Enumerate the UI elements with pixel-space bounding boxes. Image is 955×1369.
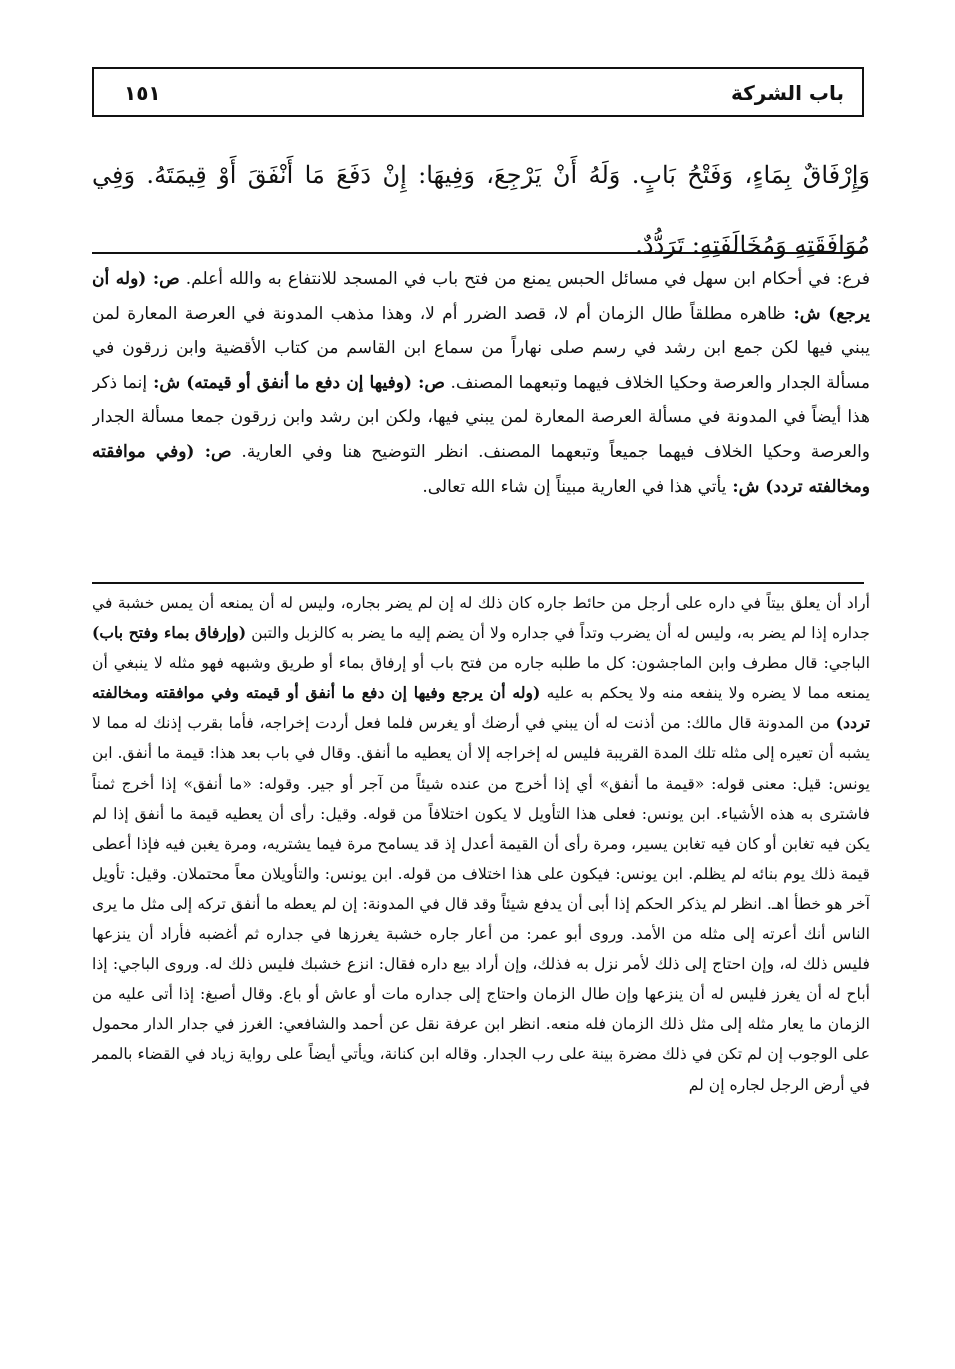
divider-line — [92, 582, 864, 584]
footnote-quote: (وإرفاق بماء وفتح باب) — [92, 623, 247, 643]
footnote-text: أراد أن يعلق بيتاً في داره على أرجل من حائط جاره كان ذلك له إن لم يضر بجاره، وليس له أن يمنعه أن يمس خشبة في جداره إذا لم يضر به، وليس له أن يضرب وتداً في جداره ولا أن يضم إليه ما يضر به كالزبل والتبن — [92, 594, 870, 643]
footnote-text: الباجي: قال مطرف وابن الماجشون: كل ما طلبه جاره من فتح باب أو إرفاق بماء أو طريق وشبهه فهو مثله لا ينبغي أن يمنعه مما لا يضره ولا ينفعه منه ولا يحكم به عليه — [92, 654, 870, 703]
divider-line — [92, 252, 864, 254]
main-text-paragraph: وَإِرْفَاقٌ بِمَاءٍ، وَفَتْحُ بَابٍ. وَلَهُ أَنْ يَرْجِعَ، وَفِيهَا: إِنْ دَفَعَ مَا أَنْفَقَ أَوْ قِيمَتَهُ. وَفِي مُوَافَقَتِهِ وَمُخَالَفَتِهِ: تَرَدُّدٌ. — [92, 161, 870, 259]
footnote-section — [92, 588, 870, 1328]
commentary-text: إنما ذكر هذا أيضاً في المدونة في مسألة العرصة المعارة لمن يبني فيها، ولكن ابن رشد وابن زرقون جمعا مسألة الجدار والعرصة وحكيا الخلاف فيهما جميعاً وتبعهما المصنف. انظر التوضيح هنا وفي العارية. — [92, 372, 870, 462]
page-number: ١٥١ — [124, 81, 161, 105]
running-header — [92, 67, 864, 117]
commentary-branch-note: فرع: في أحكام ابن سهل في مسائل الحبس يمنع من فتح باب في المسجد للانتفاع به والله أعلم. — [179, 269, 870, 289]
footnote-text: من المدونة قال مالك: من أذنت له أن يبني في أرضك أو يغرس فلما فعل أردت إخراجه، فأما بقرب إذنك له مما لا يشبه أن تعيره إلى مثله تلك المدة القريبة فليس له إخراجه إلا أن يعطيه ما أنفق. وقال في باب بعد هذا: قيمة ما أنفق. ابن يونس: قيل: معنى قوله: «قيمة ما أنفق» أي إذا أخرج من عنده شيئاً من آجر أو جير. وقوله: «ما أنفق» إذا أخرج ثمناً فاشترى به هذه الأشياء. ابن يونس: فعلى هذا التأويل لا يكون اختلافاً من قوله. وقيل: رأى أن يعطيه قيمة ما أنفق إذا لم يكن فيه تغابن أو كان فيه تغابن يسير، ومرة رأى أن القيمة أعدل إذ قد يسامح مرة فيما يشتريه، ومرة يغبن فيه فإذا أعطى قيمة ذلك يوم بنائه لم يظلم. ابن يونس: فيكون على هذا اختلاف من قوله. ابن يونس: والتأويلان معاً محتملان. وقيل: تأويل آخر هو خطأ اهـ. انظر لم يذكر الحكم إذا أبى أن يدفع شيئاً وقد قال في المدونة: إن لم يعطه ما أنفق تركه إلى مثل ما يرى الناس أنك أعرته إلى مثله من الأمد. وروى أبو عمر: من أعار جاره خشبة يغرزها في جداره ثم أغضبه فأراد أن ينزعها فليس ذلك له، وإن احتاج إلى ذلك لأمر نزل به فذلك، وإن أراد بيع داره فقال: انزع خشبك فليس ذلك له. وروى الباجي: إذا أباح له أن يغرز فليس له أن ينزعها وإن طال الزمان واحتاج إلى جداره مات أو عاش أو باع. وقال أصبغ: إذا أتى عليه من الزمان ما يعار مثله إلى مثل ذلك الزمان فله منعه. انظر ابن عرفة نقل عن أحمد والشافعي: الغرز في جدار الدار محمول على الوجوب إن لم تكن في ذلك مضرة بينة على رب الجدار. وقاله ابن كنانة، ويأتي أيضاً على رواية زياد في القضاء بالممر في أرض الرجل لجاره إن لم — [92, 714, 870, 1094]
footnote-quote: (وله أن يرجع وفيها إن دفع ما أنفق أو قيمته وفي موافقته ومخالفته تردد) — [92, 683, 870, 733]
commentary-section — [92, 262, 870, 578]
commentary-paragraph — [92, 262, 870, 504]
commentary-text: يأتي هذا في العارية مبيناً إن شاء الله تعالى. — [422, 476, 727, 497]
chapter-title: باب الشركة — [731, 81, 844, 105]
commentary-label: ص: (وله أن يرجع) ش: — [92, 269, 870, 324]
commentary-text: ظاهره مطلقاً طال الزمان أم لا، قصد الضرر أم لا، وهذا مذهب المدونة في العرصة المعارة لمن يبني فيها لكن جمع ابن رشد في رسم صلى نهاراً من سماع ابن القاسم من كتاب الأقضية وابن زرقون في مسألة الجدار والعرصة وحكيا الخلاف فيهما وتبعهما المصنف. — [92, 303, 870, 393]
commentary-label: ص: (وفيها إن دفع ما أنفق أو قيمته) ش: — [147, 372, 445, 393]
main-text — [92, 140, 870, 280]
footnote-paragraph — [92, 588, 870, 1100]
commentary-label: ص: (وفي موافقته ومخالفته تردد) ش: — [92, 441, 870, 497]
